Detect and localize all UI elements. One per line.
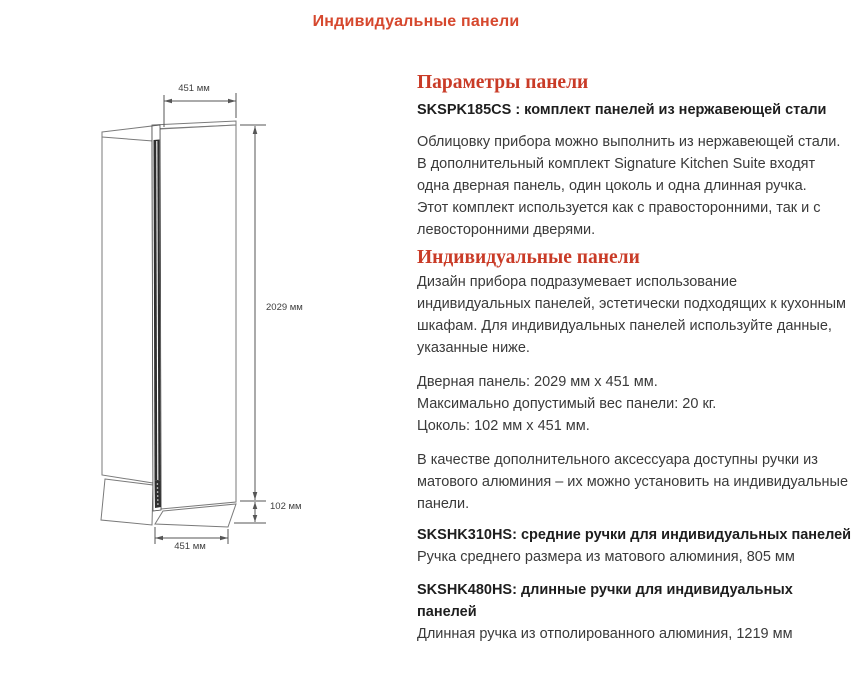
text-line: Этот комплект используется как с правосторонними, так и с xyxy=(417,200,821,216)
spec-plinth: Цоколь: 102 мм x 451 мм. xyxy=(417,418,590,434)
dim-label-plinth-height: 102 мм xyxy=(270,501,302,512)
text-line: панели. xyxy=(417,496,470,512)
paragraph-custom-panels xyxy=(417,271,853,359)
text-line: левосторонними дверями. xyxy=(417,222,596,238)
paragraph-handles-note xyxy=(417,449,853,515)
accessory-title: SKSHK310HS: средние ручки для индивидуальных панелей xyxy=(417,527,852,543)
spec-max-weight: Максимально допустимый вес панели: 20 кг. xyxy=(417,396,717,412)
text-line: шкафам. Для индивидуальных панелей используйте данные, xyxy=(417,318,832,334)
text-line: В качестве дополнительного аксессуара доступны ручки из xyxy=(417,452,818,468)
text-line: матового алюминия – их можно установить на индивидуальные xyxy=(417,474,849,490)
text-line: указанные ниже. xyxy=(417,340,530,356)
text-line: Дизайн прибора подразумевает использование xyxy=(417,274,738,290)
panel-spec-list xyxy=(417,371,853,437)
spec-door-panel: Дверная панель: 2029 мм x 451 мм. xyxy=(417,374,658,390)
accessory-description: Длинная ручка из отполированного алюминия, 1219 мм xyxy=(417,626,793,642)
dim-label-door-height: 2029 мм xyxy=(266,302,303,313)
section-heading-panel-parameters: Параметры панели xyxy=(417,72,589,93)
text-line: индивидуальных панелей, эстетически подходящих к кухонным xyxy=(417,296,846,312)
text-line: одна дверная панель, один цоколь и одна длинная ручка. xyxy=(417,178,807,194)
accessory-item xyxy=(417,524,853,568)
dim-label-plinth-width: 451 мм xyxy=(174,541,206,552)
panel-dimensions-diagram xyxy=(0,0,420,600)
text-line: Облицовку прибора можно выполнить из нержавеющей стали. xyxy=(417,134,841,150)
accessory-item xyxy=(417,579,853,645)
paragraph-panel-kit xyxy=(417,131,853,241)
text-line: В дополнительный комплект Signature Kitchen Suite входят xyxy=(417,156,816,172)
product-code-line: SKSPK185CS : комплект панелей из нержавеющей стали xyxy=(417,102,827,118)
accessory-description: Ручка среднего размера из матового алюминия, 805 мм xyxy=(417,549,795,565)
content-column xyxy=(417,72,853,645)
dim-label-door-width: 451 мм xyxy=(178,83,210,94)
section-heading-custom-panels: Индивидуальные панели xyxy=(417,247,640,268)
page-title: Индивидуальные панели xyxy=(312,13,520,30)
accessory-title: SKSHK480HS: длинные ручки для индивидуальных панелей xyxy=(417,582,793,620)
